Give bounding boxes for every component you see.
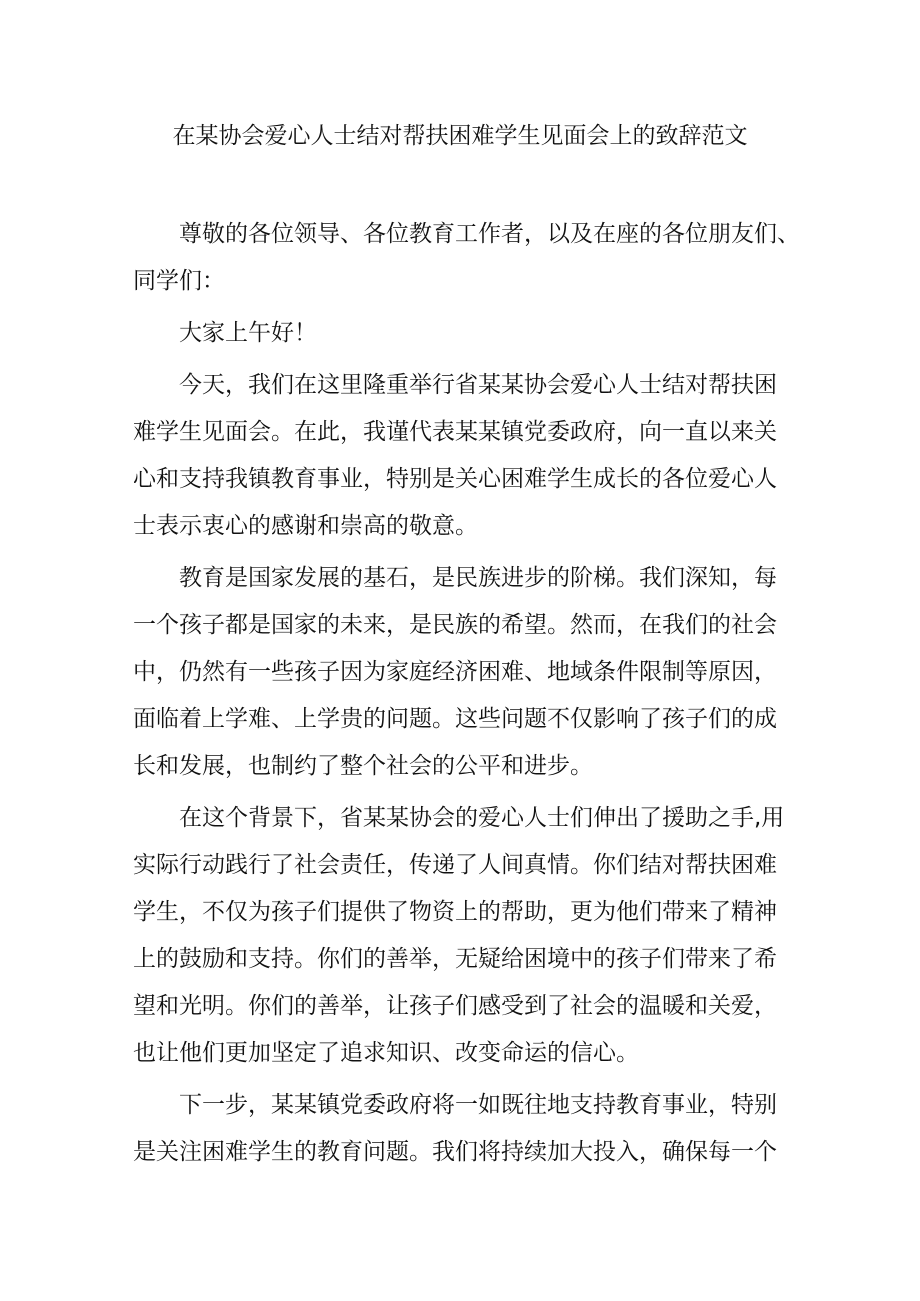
text-line: 长和发展，也制约了整个社会的公平和进步。 bbox=[133, 753, 593, 779]
text-line: 上的鼓励和支持。你们的善举，无疑给困境中的孩子们带来了希 bbox=[133, 946, 777, 972]
next-steps-paragraph bbox=[133, 1082, 793, 1176]
text-line: 同学们： bbox=[133, 268, 225, 294]
text-line: 难学生见面会。在此，我谨代表某某镇党委政府，向一直以来关 bbox=[133, 419, 777, 445]
salutation-paragraph bbox=[133, 211, 800, 305]
greeting-paragraph bbox=[133, 310, 793, 357]
text-line: 是关注困难学生的教育问题。我们将持续加大投入，确保每一个 bbox=[133, 1139, 777, 1165]
text-line: 面临着上学难、上学贵的问题。这些问题不仅影响了孩子们的成 bbox=[133, 706, 777, 732]
gratitude-paragraph bbox=[133, 795, 793, 1077]
text-line: 大家上午好！ bbox=[179, 320, 317, 346]
text-line: 中，仍然有一些孩子因为家庭经济困难、地域条件限制等原因， bbox=[133, 659, 777, 685]
text-line: 士表示衷心的感谢和崇高的敬意。 bbox=[133, 513, 478, 539]
text-line: 学生，不仅为孩子们提供了物资上的帮助，更为他们带来了精神 bbox=[133, 899, 777, 925]
text-line: 今天，我们在这里隆重举行省某某协会爱心人士结对帮扶困 bbox=[179, 372, 777, 398]
document-body bbox=[133, 211, 800, 1176]
text-line: 教育是国家发展的基石，是民族进步的阶梯。我们深知，每 bbox=[179, 565, 777, 591]
text-line: 也让他们更加坚定了追求知识、改变命运的信心。 bbox=[133, 1040, 639, 1066]
document-title: 在某协会爱心人士结对帮扶困难学生见面会上的致辞范文 bbox=[172, 123, 748, 149]
text-line: 在这个背景下，省某某协会的爱心人士们伸出了援助之手,用 bbox=[179, 805, 785, 831]
text-line: 心和支持我镇教育事业，特别是关心困难学生成长的各位爱心人 bbox=[133, 466, 777, 492]
text-line: 实际行动践行了社会责任，传递了人间真情。你们结对帮扶困难 bbox=[133, 852, 777, 878]
education-paragraph bbox=[133, 555, 793, 790]
text-line: 望和光明。你们的善举，让孩子们感受到了社会的温暖和关爱， bbox=[133, 993, 777, 1019]
text-line: 下一步，某某镇党委政府将一如既往地支持教育事业，特别 bbox=[179, 1092, 777, 1118]
text-line: 尊敬的各位领导、各位教育工作者，以及在座的各位朋友们、 bbox=[179, 221, 800, 247]
opening-paragraph bbox=[133, 362, 793, 550]
text-line: 一个孩子都是国家的未来，是民族的希望。然而，在我们的社会 bbox=[133, 612, 777, 638]
